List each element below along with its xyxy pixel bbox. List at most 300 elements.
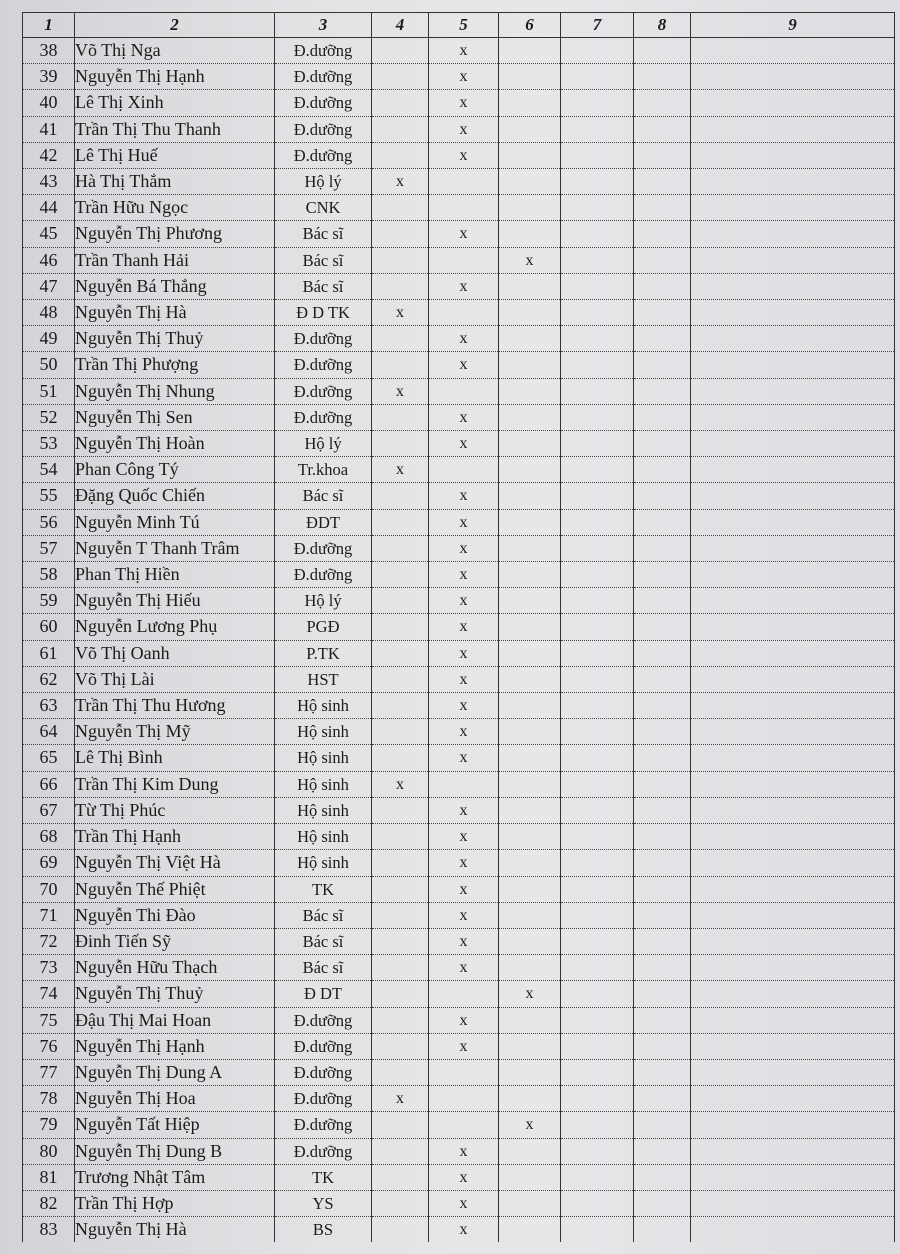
row-number: 61: [23, 640, 75, 666]
mark-col-9: [691, 169, 895, 195]
mark-col-8: [634, 824, 691, 850]
mark-col-6: [499, 378, 561, 404]
mark-col-6: [499, 640, 561, 666]
mark-col-6: [499, 509, 561, 535]
table-row: [23, 431, 895, 457]
mark-col-5: x: [429, 352, 499, 378]
mark-col-4: [372, 535, 429, 561]
mark-col-8: [634, 640, 691, 666]
staff-position: Đ.dưỡng: [275, 404, 372, 430]
mark-col-4: [372, 509, 429, 535]
row-number: 57: [23, 535, 75, 561]
mark-col-8: [634, 1190, 691, 1216]
mark-col-6: [499, 300, 561, 326]
mark-col-9: [691, 824, 895, 850]
mark-col-8: [634, 535, 691, 561]
staff-name: Nguyễn Thị Nhung: [75, 378, 275, 404]
table-row: [23, 745, 895, 771]
row-number: 40: [23, 90, 75, 116]
mark-col-4: [372, 614, 429, 640]
table-row: [23, 195, 895, 221]
table-row: [23, 378, 895, 404]
mark-col-8: [634, 1033, 691, 1059]
table-row: [23, 1164, 895, 1190]
mark-col-9: [691, 1217, 895, 1243]
staff-name: Lê Thị Xinh: [75, 90, 275, 116]
table-row: [23, 483, 895, 509]
mark-col-6: [499, 1164, 561, 1190]
mark-col-7: [561, 1007, 634, 1033]
mark-col-4: [372, 247, 429, 273]
staff-position: Đ D TK: [275, 300, 372, 326]
mark-col-9: [691, 378, 895, 404]
mark-col-6: [499, 404, 561, 430]
table-row: [23, 116, 895, 142]
mark-col-8: [634, 90, 691, 116]
mark-col-7: [561, 588, 634, 614]
mark-col-5: x: [429, 273, 499, 299]
mark-col-8: [634, 64, 691, 90]
staff-position: Hộ lý: [275, 588, 372, 614]
mark-col-7: [561, 876, 634, 902]
mark-col-5: x: [429, 614, 499, 640]
staff-name: Đinh Tiến Sỹ: [75, 928, 275, 954]
table-row: [23, 352, 895, 378]
staff-name: Lê Thị Bình: [75, 745, 275, 771]
staff-position: Hộ sinh: [275, 824, 372, 850]
column-header-9: 9: [691, 13, 895, 38]
mark-col-9: [691, 221, 895, 247]
mark-col-7: [561, 1138, 634, 1164]
mark-col-9: [691, 693, 895, 719]
column-header-5: 5: [429, 13, 499, 38]
mark-col-6: [499, 483, 561, 509]
mark-col-5: x: [429, 693, 499, 719]
mark-col-8: [634, 352, 691, 378]
mark-col-9: [691, 614, 895, 640]
row-number: 49: [23, 326, 75, 352]
mark-col-6: [499, 142, 561, 168]
column-header-4: 4: [372, 13, 429, 38]
row-number: 52: [23, 404, 75, 430]
mark-col-9: [691, 1059, 895, 1085]
mark-col-6: [499, 666, 561, 692]
staff-position: Đ.dưỡng: [275, 38, 372, 64]
table-row: [23, 824, 895, 850]
staff-name: Nguyễn Thị Phương: [75, 221, 275, 247]
mark-col-5: [429, 1112, 499, 1138]
mark-col-6: [499, 588, 561, 614]
row-number: 77: [23, 1059, 75, 1085]
staff-name: Nguyễn Tất Hiệp: [75, 1112, 275, 1138]
mark-col-7: [561, 771, 634, 797]
mark-col-5: [429, 247, 499, 273]
mark-col-4: [372, 1217, 429, 1243]
staff-position: Đ.dưỡng: [275, 378, 372, 404]
mark-col-5: x: [429, 640, 499, 666]
table-row: [23, 326, 895, 352]
mark-col-6: [499, 1033, 561, 1059]
table-row: [23, 64, 895, 90]
mark-col-8: [634, 928, 691, 954]
table-row: [23, 1217, 895, 1243]
roster-body: [23, 38, 895, 1243]
row-number: 70: [23, 876, 75, 902]
mark-col-5: [429, 771, 499, 797]
mark-col-4: [372, 404, 429, 430]
staff-name: Phan Thị Hiền: [75, 562, 275, 588]
mark-col-4: [372, 221, 429, 247]
staff-position: Bác sĩ: [275, 221, 372, 247]
staff-name: Nguyễn Thi Đào: [75, 902, 275, 928]
mark-col-6: [499, 457, 561, 483]
mark-col-7: [561, 745, 634, 771]
mark-col-7: [561, 378, 634, 404]
mark-col-8: [634, 955, 691, 981]
mark-col-6: [499, 824, 561, 850]
mark-col-7: [561, 90, 634, 116]
mark-col-7: [561, 326, 634, 352]
mark-col-9: [691, 457, 895, 483]
mark-col-6: [499, 273, 561, 299]
table-row: [23, 457, 895, 483]
mark-col-5: x: [429, 1007, 499, 1033]
table-row: [23, 588, 895, 614]
mark-col-8: [634, 1007, 691, 1033]
row-number: 48: [23, 300, 75, 326]
mark-col-9: [691, 142, 895, 168]
row-number: 50: [23, 352, 75, 378]
mark-col-8: [634, 221, 691, 247]
mark-col-4: [372, 195, 429, 221]
mark-col-7: [561, 824, 634, 850]
mark-col-9: [691, 431, 895, 457]
row-number: 64: [23, 719, 75, 745]
staff-name: Trần Thị Kim Dung: [75, 771, 275, 797]
staff-position: Hộ sinh: [275, 693, 372, 719]
row-number: 68: [23, 824, 75, 850]
staff-name: Nguyễn Lương Phụ: [75, 614, 275, 640]
staff-name: Nguyễn Thế Phiệt: [75, 876, 275, 902]
mark-col-9: [691, 562, 895, 588]
mark-col-5: x: [429, 902, 499, 928]
table-row: [23, 1059, 895, 1085]
mark-col-4: [372, 1007, 429, 1033]
mark-col-8: [634, 378, 691, 404]
staff-name: Lê Thị Huế: [75, 142, 275, 168]
staff-position: Hộ sinh: [275, 745, 372, 771]
row-number: 38: [23, 38, 75, 64]
mark-col-6: [499, 535, 561, 561]
mark-col-8: [634, 1217, 691, 1243]
staff-position: Hộ sinh: [275, 771, 372, 797]
mark-col-6: [499, 90, 561, 116]
mark-col-4: x: [372, 378, 429, 404]
mark-col-7: [561, 640, 634, 666]
mark-col-6: [499, 719, 561, 745]
mark-col-7: [561, 300, 634, 326]
mark-col-5: x: [429, 745, 499, 771]
mark-col-6: [499, 797, 561, 823]
mark-col-4: [372, 640, 429, 666]
mark-col-6: [499, 1138, 561, 1164]
mark-col-7: [561, 928, 634, 954]
mark-col-7: [561, 614, 634, 640]
mark-col-6: [499, 745, 561, 771]
mark-col-7: [561, 404, 634, 430]
mark-col-7: [561, 1033, 634, 1059]
table-row: [23, 1033, 895, 1059]
table-row: [23, 771, 895, 797]
table-row: [23, 169, 895, 195]
row-number: 53: [23, 431, 75, 457]
mark-col-8: [634, 1112, 691, 1138]
staff-name: Phan Công Tý: [75, 457, 275, 483]
mark-col-9: [691, 588, 895, 614]
mark-col-5: x: [429, 562, 499, 588]
staff-position: Bác sĩ: [275, 955, 372, 981]
mark-col-5: x: [429, 142, 499, 168]
staff-position: CNK: [275, 195, 372, 221]
staff-position: HST: [275, 666, 372, 692]
row-number: 75: [23, 1007, 75, 1033]
staff-position: Bác sĩ: [275, 902, 372, 928]
mark-col-8: [634, 509, 691, 535]
mark-col-7: [561, 562, 634, 588]
mark-col-6: [499, 195, 561, 221]
staff-name: Trần Thị Hạnh: [75, 824, 275, 850]
mark-col-5: x: [429, 64, 499, 90]
mark-col-8: [634, 1138, 691, 1164]
column-header-1: 1: [23, 13, 75, 38]
mark-col-9: [691, 247, 895, 273]
mark-col-7: [561, 535, 634, 561]
mark-col-4: [372, 273, 429, 299]
mark-col-7: [561, 955, 634, 981]
table-row: [23, 38, 895, 64]
table-row: [23, 614, 895, 640]
mark-col-4: [372, 876, 429, 902]
mark-col-4: [372, 928, 429, 954]
table-row: [23, 1086, 895, 1112]
mark-col-6: [499, 221, 561, 247]
staff-position: TK: [275, 876, 372, 902]
staff-name: Nguyễn Thị Mỹ: [75, 719, 275, 745]
mark-col-5: [429, 378, 499, 404]
row-number: 59: [23, 588, 75, 614]
mark-col-5: [429, 169, 499, 195]
row-number: 71: [23, 902, 75, 928]
mark-col-4: x: [372, 771, 429, 797]
mark-col-4: [372, 797, 429, 823]
mark-col-6: [499, 38, 561, 64]
staff-name: Trần Thị Thu Thanh: [75, 116, 275, 142]
staff-position: Hộ lý: [275, 431, 372, 457]
mark-col-7: [561, 431, 634, 457]
table-row: [23, 142, 895, 168]
mark-col-5: [429, 300, 499, 326]
mark-col-7: [561, 116, 634, 142]
mark-col-5: x: [429, 1217, 499, 1243]
staff-name: Nguyễn Thị Dung B: [75, 1138, 275, 1164]
mark-col-9: [691, 640, 895, 666]
mark-col-4: x: [372, 457, 429, 483]
mark-col-7: [561, 273, 634, 299]
mark-col-5: [429, 195, 499, 221]
mark-col-8: [634, 1086, 691, 1112]
mark-col-7: [561, 902, 634, 928]
mark-col-8: [634, 797, 691, 823]
row-number: 45: [23, 221, 75, 247]
mark-col-4: [372, 955, 429, 981]
mark-col-5: x: [429, 1138, 499, 1164]
mark-col-9: [691, 116, 895, 142]
row-number: 54: [23, 457, 75, 483]
table-row: [23, 955, 895, 981]
staff-name: Võ Thị Lài: [75, 666, 275, 692]
table-row: [23, 300, 895, 326]
table-row: [23, 247, 895, 273]
mark-col-5: [429, 1059, 499, 1085]
mark-col-7: [561, 850, 634, 876]
staff-name: Nguyễn Thị Hoa: [75, 1086, 275, 1112]
staff-position: PGĐ: [275, 614, 372, 640]
staff-name: Trần Thanh Hải: [75, 247, 275, 273]
mark-col-7: [561, 509, 634, 535]
row-number: 55: [23, 483, 75, 509]
mark-col-6: [499, 771, 561, 797]
mark-col-7: [561, 169, 634, 195]
mark-col-7: [561, 666, 634, 692]
column-header-2: 2: [75, 13, 275, 38]
staff-position: Đ.dưỡng: [275, 1112, 372, 1138]
table-row: [23, 404, 895, 430]
mark-col-6: [499, 928, 561, 954]
mark-col-7: [561, 1190, 634, 1216]
mark-col-7: [561, 38, 634, 64]
mark-col-6: [499, 562, 561, 588]
row-number: 43: [23, 169, 75, 195]
mark-col-4: [372, 1138, 429, 1164]
row-number: 73: [23, 955, 75, 981]
mark-col-8: [634, 562, 691, 588]
mark-col-9: [691, 850, 895, 876]
mark-col-9: [691, 876, 895, 902]
mark-col-4: [372, 588, 429, 614]
staff-position: Đ.dưỡng: [275, 1007, 372, 1033]
staff-name: Nguyễn Hữu Thạch: [75, 955, 275, 981]
row-number: 60: [23, 614, 75, 640]
mark-col-6: [499, 1059, 561, 1085]
mark-col-9: [691, 745, 895, 771]
mark-col-6: [499, 955, 561, 981]
mark-col-8: [634, 247, 691, 273]
row-number: 56: [23, 509, 75, 535]
mark-col-5: x: [429, 509, 499, 535]
mark-col-4: [372, 1059, 429, 1085]
mark-col-5: [429, 981, 499, 1007]
staff-position: P.TK: [275, 640, 372, 666]
mark-col-6: x: [499, 247, 561, 273]
mark-col-8: [634, 326, 691, 352]
mark-col-6: [499, 902, 561, 928]
staff-name: Trần Thị Thu Hương: [75, 693, 275, 719]
mark-col-5: x: [429, 824, 499, 850]
mark-col-9: [691, 509, 895, 535]
mark-col-5: x: [429, 1033, 499, 1059]
staff-name: Nguyễn Thị Việt Hà: [75, 850, 275, 876]
mark-col-9: [691, 928, 895, 954]
mark-col-8: [634, 273, 691, 299]
mark-col-4: [372, 142, 429, 168]
staff-name: Nguyễn Thị Hạnh: [75, 64, 275, 90]
row-number: 81: [23, 1164, 75, 1190]
table-row: [23, 90, 895, 116]
mark-col-9: [691, 1164, 895, 1190]
table-row: [23, 1007, 895, 1033]
table-row: [23, 719, 895, 745]
mark-col-9: [691, 1138, 895, 1164]
mark-col-8: [634, 902, 691, 928]
table-row: [23, 221, 895, 247]
mark-col-8: [634, 431, 691, 457]
staff-position: Đ.dưỡng: [275, 1033, 372, 1059]
mark-col-4: [372, 326, 429, 352]
staff-position: TK: [275, 1164, 372, 1190]
mark-col-8: [634, 404, 691, 430]
mark-col-6: [499, 431, 561, 457]
mark-col-8: [634, 38, 691, 64]
mark-col-7: [561, 797, 634, 823]
staff-position: BS: [275, 1217, 372, 1243]
mark-col-4: [372, 1164, 429, 1190]
mark-col-8: [634, 981, 691, 1007]
mark-col-8: [634, 614, 691, 640]
mark-col-7: [561, 1059, 634, 1085]
table-row: [23, 273, 895, 299]
mark-col-9: [691, 90, 895, 116]
mark-col-5: x: [429, 535, 499, 561]
mark-col-9: [691, 273, 895, 299]
row-number: 51: [23, 378, 75, 404]
header-row: [23, 13, 895, 38]
row-number: 78: [23, 1086, 75, 1112]
staff-name: Nguyễn Thị Dung A: [75, 1059, 275, 1085]
mark-col-5: x: [429, 38, 499, 64]
staff-name: Nguyễn Thị Thuỷ: [75, 981, 275, 1007]
staff-position: Đ.dưỡng: [275, 64, 372, 90]
mark-col-8: [634, 588, 691, 614]
mark-col-5: x: [429, 1190, 499, 1216]
mark-col-8: [634, 1059, 691, 1085]
mark-col-6: [499, 1007, 561, 1033]
mark-col-9: [691, 1033, 895, 1059]
staff-name: Trương Nhật Tâm: [75, 1164, 275, 1190]
staff-position: Đ.dưỡng: [275, 535, 372, 561]
staff-position: Đ.dưỡng: [275, 562, 372, 588]
mark-col-4: [372, 90, 429, 116]
mark-col-8: [634, 483, 691, 509]
mark-col-4: [372, 483, 429, 509]
table-row: [23, 850, 895, 876]
mark-col-6: [499, 1217, 561, 1243]
mark-col-4: x: [372, 300, 429, 326]
mark-col-6: [499, 614, 561, 640]
staff-name: Nguyễn Thị Hà: [75, 300, 275, 326]
mark-col-7: [561, 457, 634, 483]
staff-position: Bác sĩ: [275, 273, 372, 299]
table-row: [23, 562, 895, 588]
